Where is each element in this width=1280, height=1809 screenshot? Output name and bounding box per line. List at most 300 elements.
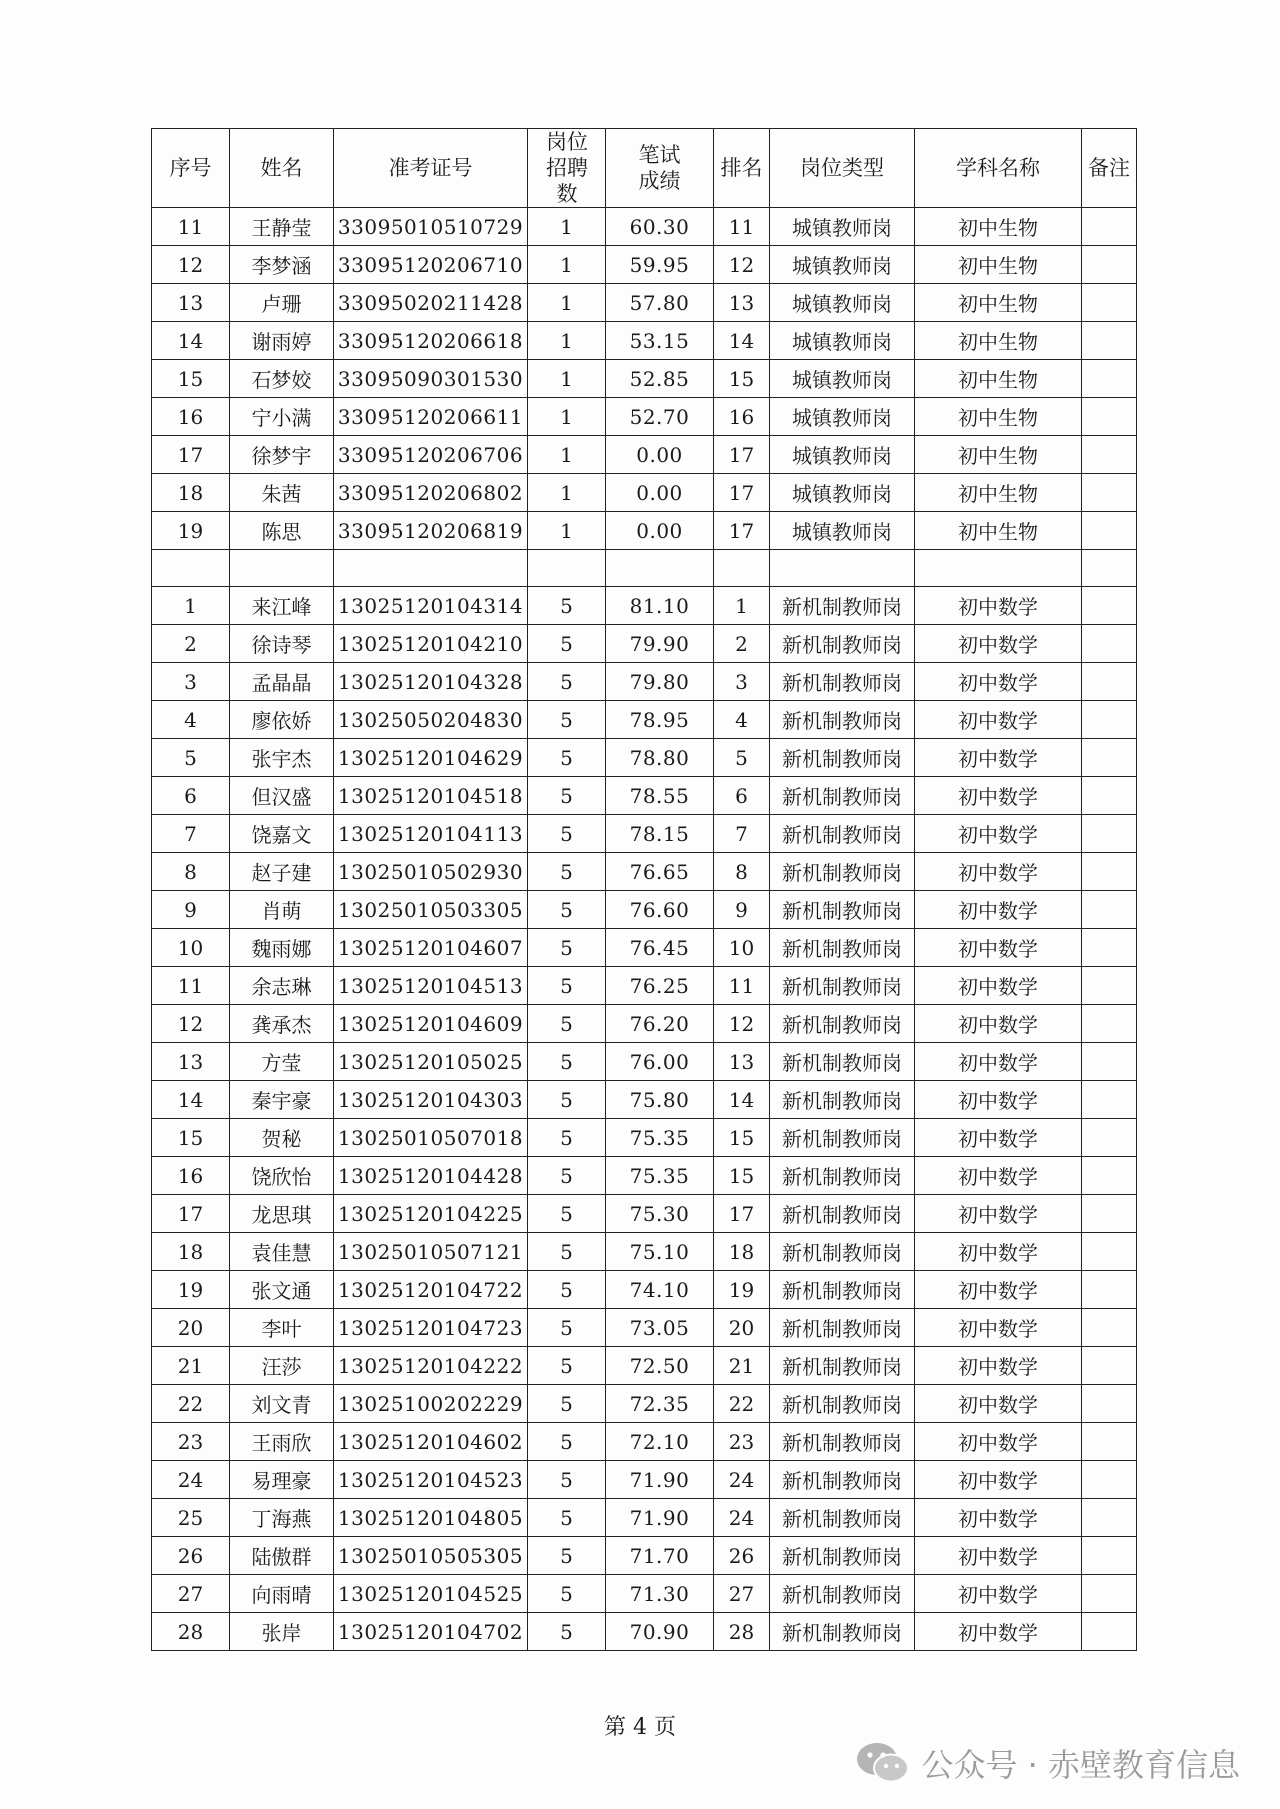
cell-remarks — [1082, 1081, 1137, 1119]
cell-rank: 27 — [714, 1575, 770, 1613]
cell-score: 71.90 — [606, 1499, 714, 1537]
cell-remarks — [1082, 739, 1137, 777]
cell-exam-id: 13025120104702 — [334, 1613, 528, 1651]
cell-name: 廖依娇 — [230, 701, 334, 739]
cell-exam-id — [334, 550, 528, 587]
cell-position-type: 新机制教师岗 — [770, 929, 915, 967]
cell-score: 70.90 — [606, 1613, 714, 1651]
cell-score: 57.80 — [606, 284, 714, 322]
table-row — [152, 1081, 1137, 1119]
cell-seq: 21 — [152, 1347, 230, 1385]
cell-name: 谢雨婷 — [230, 322, 334, 360]
cell-seq: 17 — [152, 1195, 230, 1233]
cell-subject: 初中数学 — [915, 1005, 1082, 1043]
cell-score: 74.10 — [606, 1271, 714, 1309]
cell-name — [230, 550, 334, 587]
cell-position-type: 城镇教师岗 — [770, 360, 915, 398]
cell-remarks — [1082, 663, 1137, 701]
table-row — [152, 1385, 1137, 1423]
cell-rank: 15 — [714, 360, 770, 398]
cell-rank: 7 — [714, 815, 770, 853]
cell-positions: 5 — [528, 1157, 606, 1195]
header-subject: 学科名称 — [915, 129, 1082, 208]
cell-remarks — [1082, 436, 1137, 474]
cell-seq: 1 — [152, 587, 230, 625]
cell-exam-id: 13025120104428 — [334, 1157, 528, 1195]
cell-exam-id: 13025120104210 — [334, 625, 528, 663]
cell-positions: 5 — [528, 1461, 606, 1499]
cell-subject: 初中数学 — [915, 1081, 1082, 1119]
cell-name: 饶欣怡 — [230, 1157, 334, 1195]
cell-seq: 10 — [152, 929, 230, 967]
cell-position-type: 新机制教师岗 — [770, 1195, 915, 1233]
cell-rank: 24 — [714, 1461, 770, 1499]
cell-rank: 26 — [714, 1537, 770, 1575]
cell-exam-id: 13025120104222 — [334, 1347, 528, 1385]
cell-exam-id: 13025120104518 — [334, 777, 528, 815]
cell-remarks — [1082, 1119, 1137, 1157]
cell-position-type: 新机制教师岗 — [770, 1157, 915, 1195]
cell-score: 78.55 — [606, 777, 714, 815]
cell-remarks — [1082, 1385, 1137, 1423]
cell-remarks — [1082, 853, 1137, 891]
cell-rank: 23 — [714, 1423, 770, 1461]
cell-rank: 13 — [714, 284, 770, 322]
cell-position-type: 新机制教师岗 — [770, 663, 915, 701]
cell-positions: 5 — [528, 1499, 606, 1537]
table-row — [152, 853, 1137, 891]
cell-subject: 初中数学 — [915, 777, 1082, 815]
cell-subject: 初中数学 — [915, 625, 1082, 663]
table-row — [152, 815, 1137, 853]
table-row — [152, 1423, 1137, 1461]
cell-score: 78.80 — [606, 739, 714, 777]
table-row — [152, 474, 1137, 512]
cell-score: 0.00 — [606, 512, 714, 550]
cell-exam-id: 13025120104607 — [334, 929, 528, 967]
cell-rank: 14 — [714, 322, 770, 360]
cell-exam-id: 13025120104602 — [334, 1423, 528, 1461]
header-exam-id: 准考证号 — [334, 129, 528, 208]
cell-exam-id: 33095120206611 — [334, 398, 528, 436]
cell-score: 72.10 — [606, 1423, 714, 1461]
cell-seq: 18 — [152, 474, 230, 512]
cell-score: 76.65 — [606, 853, 714, 891]
cell-seq: 18 — [152, 1233, 230, 1271]
cell-subject: 初中数学 — [915, 967, 1082, 1005]
cell-score: 75.35 — [606, 1157, 714, 1195]
cell-positions: 5 — [528, 967, 606, 1005]
cell-score: 0.00 — [606, 436, 714, 474]
cell-subject: 初中数学 — [915, 1385, 1082, 1423]
cell-exam-id: 13025010503305 — [334, 891, 528, 929]
cell-remarks — [1082, 550, 1137, 587]
cell-remarks — [1082, 777, 1137, 815]
table-row — [152, 739, 1137, 777]
cell-name: 王雨欣 — [230, 1423, 334, 1461]
cell-name: 陈思 — [230, 512, 334, 550]
cell-positions: 5 — [528, 625, 606, 663]
cell-subject: 初中数学 — [915, 1575, 1082, 1613]
cell-name: 肖萌 — [230, 891, 334, 929]
cell-position-type: 新机制教师岗 — [770, 1233, 915, 1271]
cell-position-type: 新机制教师岗 — [770, 1423, 915, 1461]
cell-remarks — [1082, 1423, 1137, 1461]
cell-remarks — [1082, 322, 1137, 360]
cell-exam-id: 33095020211428 — [334, 284, 528, 322]
cell-rank: 22 — [714, 1385, 770, 1423]
cell-subject: 初中生物 — [915, 246, 1082, 284]
cell-position-type: 新机制教师岗 — [770, 587, 915, 625]
cell-seq: 17 — [152, 436, 230, 474]
cell-seq: 25 — [152, 1499, 230, 1537]
cell-exam-id: 33095120206706 — [334, 436, 528, 474]
wechat-icon — [855, 1741, 911, 1785]
cell-score: 71.30 — [606, 1575, 714, 1613]
table-row — [152, 360, 1137, 398]
cell-positions: 1 — [528, 436, 606, 474]
cell-rank: 1 — [714, 587, 770, 625]
cell-positions: 5 — [528, 1271, 606, 1309]
cell-positions: 5 — [528, 1043, 606, 1081]
cell-rank: 11 — [714, 967, 770, 1005]
cell-score: 75.80 — [606, 1081, 714, 1119]
cell-positions: 5 — [528, 1309, 606, 1347]
cell-remarks — [1082, 360, 1137, 398]
cell-subject: 初中数学 — [915, 587, 1082, 625]
table-row — [152, 246, 1137, 284]
cell-position-type: 新机制教师岗 — [770, 1461, 915, 1499]
cell-seq: 23 — [152, 1423, 230, 1461]
cell-remarks — [1082, 398, 1137, 436]
cell-remarks — [1082, 208, 1137, 246]
cell-rank: 6 — [714, 777, 770, 815]
cell-subject: 初中生物 — [915, 322, 1082, 360]
cell-remarks — [1082, 1575, 1137, 1613]
table-row — [152, 208, 1137, 246]
cell-score: 76.45 — [606, 929, 714, 967]
cell-exam-id: 13025120104525 — [334, 1575, 528, 1613]
cell-position-type: 新机制教师岗 — [770, 1537, 915, 1575]
cell-remarks — [1082, 701, 1137, 739]
cell-positions: 5 — [528, 929, 606, 967]
cell-name: 来江峰 — [230, 587, 334, 625]
cell-rank: 17 — [714, 474, 770, 512]
cell-rank: 21 — [714, 1347, 770, 1385]
cell-subject: 初中生物 — [915, 398, 1082, 436]
cell-exam-id: 33095120206819 — [334, 512, 528, 550]
cell-score: 71.70 — [606, 1537, 714, 1575]
cell-rank: 12 — [714, 246, 770, 284]
cell-seq: 11 — [152, 967, 230, 1005]
watermark-text: 公众号 · 赤壁教育信息 — [921, 1746, 1240, 1784]
cell-positions: 1 — [528, 246, 606, 284]
cell-position-type: 城镇教师岗 — [770, 322, 915, 360]
cell-remarks — [1082, 1271, 1137, 1309]
cell-positions: 5 — [528, 1195, 606, 1233]
table-row — [152, 701, 1137, 739]
cell-subject: 初中生物 — [915, 474, 1082, 512]
header-position-type: 岗位类型 — [770, 129, 915, 208]
cell-subject: 初中生物 — [915, 360, 1082, 398]
cell-seq: 28 — [152, 1613, 230, 1651]
cell-score — [606, 550, 714, 587]
cell-score: 73.05 — [606, 1309, 714, 1347]
cell-subject: 初中数学 — [915, 1119, 1082, 1157]
table-row — [152, 891, 1137, 929]
cell-name: 但汉盛 — [230, 777, 334, 815]
cell-position-type: 新机制教师岗 — [770, 1081, 915, 1119]
cell-position-type: 新机制教师岗 — [770, 815, 915, 853]
cell-name: 秦宇豪 — [230, 1081, 334, 1119]
cell-positions: 5 — [528, 1537, 606, 1575]
cell-name: 袁佳慧 — [230, 1233, 334, 1271]
cell-name: 余志琳 — [230, 967, 334, 1005]
cell-score: 76.20 — [606, 1005, 714, 1043]
cell-positions: 5 — [528, 1613, 606, 1651]
cell-position-type: 新机制教师岗 — [770, 1309, 915, 1347]
cell-rank: 16 — [714, 398, 770, 436]
cell-remarks — [1082, 1157, 1137, 1195]
cell-subject: 初中数学 — [915, 1233, 1082, 1271]
cell-score: 0.00 — [606, 474, 714, 512]
cell-name: 刘文青 — [230, 1385, 334, 1423]
cell-rank: 14 — [714, 1081, 770, 1119]
cell-name: 宁小满 — [230, 398, 334, 436]
cell-score: 79.80 — [606, 663, 714, 701]
cell-name: 向雨晴 — [230, 1575, 334, 1613]
cell-position-type: 新机制教师岗 — [770, 1499, 915, 1537]
cell-position-type: 城镇教师岗 — [770, 208, 915, 246]
cell-positions: 5 — [528, 739, 606, 777]
header-positions: 岗位招聘数 — [528, 129, 606, 208]
cell-position-type: 新机制教师岗 — [770, 1271, 915, 1309]
cell-subject: 初中数学 — [915, 891, 1082, 929]
cell-subject: 初中数学 — [915, 1157, 1082, 1195]
cell-position-type: 新机制教师岗 — [770, 1385, 915, 1423]
cell-seq: 20 — [152, 1309, 230, 1347]
cell-position-type: 新机制教师岗 — [770, 891, 915, 929]
cell-positions: 5 — [528, 1575, 606, 1613]
cell-position-type: 新机制教师岗 — [770, 701, 915, 739]
cell-position-type: 城镇教师岗 — [770, 436, 915, 474]
cell-score: 81.10 — [606, 587, 714, 625]
cell-positions: 5 — [528, 1005, 606, 1043]
table-row — [152, 777, 1137, 815]
cell-positions: 1 — [528, 398, 606, 436]
cell-positions: 5 — [528, 1119, 606, 1157]
table-row — [152, 1347, 1137, 1385]
table-body — [152, 208, 1137, 1651]
cell-name: 孟晶晶 — [230, 663, 334, 701]
table-row — [152, 929, 1137, 967]
cell-rank: 2 — [714, 625, 770, 663]
cell-name: 王静莹 — [230, 208, 334, 246]
cell-seq: 13 — [152, 1043, 230, 1081]
cell-positions: 1 — [528, 322, 606, 360]
table-row — [152, 1005, 1137, 1043]
cell-score: 53.15 — [606, 322, 714, 360]
cell-seq: 12 — [152, 246, 230, 284]
cell-exam-id: 13025120104328 — [334, 663, 528, 701]
cell-seq: 22 — [152, 1385, 230, 1423]
cell-remarks — [1082, 929, 1137, 967]
cell-score: 75.30 — [606, 1195, 714, 1233]
table-row — [152, 398, 1137, 436]
cell-position-type: 城镇教师岗 — [770, 474, 915, 512]
cell-name: 朱茜 — [230, 474, 334, 512]
cell-remarks — [1082, 1233, 1137, 1271]
cell-name: 李叶 — [230, 1309, 334, 1347]
cell-position-type: 新机制教师岗 — [770, 1347, 915, 1385]
cell-rank: 8 — [714, 853, 770, 891]
cell-subject: 初中数学 — [915, 1271, 1082, 1309]
cell-exam-id: 13025120104722 — [334, 1271, 528, 1309]
cell-exam-id: 13025120104113 — [334, 815, 528, 853]
cell-name: 魏雨娜 — [230, 929, 334, 967]
cell-name: 贺秘 — [230, 1119, 334, 1157]
cell-name: 卢珊 — [230, 284, 334, 322]
cell-positions: 5 — [528, 777, 606, 815]
cell-rank: 10 — [714, 929, 770, 967]
cell-rank: 9 — [714, 891, 770, 929]
cell-seq: 3 — [152, 663, 230, 701]
cell-exam-id: 13025120104805 — [334, 1499, 528, 1537]
cell-rank: 4 — [714, 701, 770, 739]
table-row — [152, 512, 1137, 550]
cell-name: 龚承杰 — [230, 1005, 334, 1043]
cell-exam-id: 13025100202229 — [334, 1385, 528, 1423]
table-row — [152, 663, 1137, 701]
cell-score: 76.60 — [606, 891, 714, 929]
cell-rank: 28 — [714, 1613, 770, 1651]
cell-remarks — [1082, 474, 1137, 512]
header-remarks: 备注 — [1082, 129, 1137, 208]
table-row — [152, 436, 1137, 474]
cell-subject: 初中数学 — [915, 739, 1082, 777]
cell-position-type: 新机制教师岗 — [770, 853, 915, 891]
cell-position-type: 新机制教师岗 — [770, 1575, 915, 1613]
cell-exam-id: 13025120104723 — [334, 1309, 528, 1347]
cell-seq: 16 — [152, 1157, 230, 1195]
cell-exam-id: 13025010502930 — [334, 853, 528, 891]
cell-rank: 24 — [714, 1499, 770, 1537]
cell-positions: 1 — [528, 474, 606, 512]
header-rank: 排名 — [714, 129, 770, 208]
table-row — [152, 1043, 1137, 1081]
cell-remarks — [1082, 1613, 1137, 1651]
cell-seq: 26 — [152, 1537, 230, 1575]
cell-name: 石梦姣 — [230, 360, 334, 398]
cell-positions: 5 — [528, 1347, 606, 1385]
cell-positions: 1 — [528, 208, 606, 246]
cell-remarks — [1082, 625, 1137, 663]
cell-seq: 12 — [152, 1005, 230, 1043]
cell-exam-id: 13025120104303 — [334, 1081, 528, 1119]
cell-score: 60.30 — [606, 208, 714, 246]
cell-seq: 6 — [152, 777, 230, 815]
cell-positions: 5 — [528, 853, 606, 891]
cell-exam-id: 13025010507121 — [334, 1233, 528, 1271]
cell-name: 李梦涵 — [230, 246, 334, 284]
cell-position-type: 城镇教师岗 — [770, 246, 915, 284]
cell-seq: 4 — [152, 701, 230, 739]
cell-remarks — [1082, 246, 1137, 284]
cell-position-type: 城镇教师岗 — [770, 512, 915, 550]
cell-subject: 初中数学 — [915, 1043, 1082, 1081]
cell-seq: 24 — [152, 1461, 230, 1499]
cell-seq: 19 — [152, 512, 230, 550]
cell-positions: 5 — [528, 1081, 606, 1119]
cell-subject: 初中数学 — [915, 663, 1082, 701]
table-row — [152, 1119, 1137, 1157]
cell-subject — [915, 550, 1082, 587]
cell-rank: 12 — [714, 1005, 770, 1043]
cell-subject: 初中数学 — [915, 1461, 1082, 1499]
cell-rank: 15 — [714, 1119, 770, 1157]
cell-subject: 初中数学 — [915, 853, 1082, 891]
table-row — [152, 1461, 1137, 1499]
cell-seq: 15 — [152, 360, 230, 398]
cell-score: 76.00 — [606, 1043, 714, 1081]
cell-seq: 15 — [152, 1119, 230, 1157]
cell-score: 72.35 — [606, 1385, 714, 1423]
cell-position-type: 新机制教师岗 — [770, 1043, 915, 1081]
cell-seq: 13 — [152, 284, 230, 322]
table-row — [152, 550, 1137, 587]
table-row — [152, 1271, 1137, 1309]
cell-seq: 2 — [152, 625, 230, 663]
cell-name: 张岸 — [230, 1613, 334, 1651]
cell-subject: 初中数学 — [915, 815, 1082, 853]
cell-name: 徐诗琴 — [230, 625, 334, 663]
table-row — [152, 1233, 1137, 1271]
cell-name: 陆傲群 — [230, 1537, 334, 1575]
cell-position-type: 城镇教师岗 — [770, 398, 915, 436]
cell-score: 75.35 — [606, 1119, 714, 1157]
cell-rank: 15 — [714, 1157, 770, 1195]
cell-name: 龙思琪 — [230, 1195, 334, 1233]
cell-position-type: 城镇教师岗 — [770, 284, 915, 322]
table-row — [152, 1575, 1137, 1613]
table-row — [152, 1613, 1137, 1651]
cell-positions — [528, 550, 606, 587]
cell-subject: 初中数学 — [915, 1423, 1082, 1461]
table-header-row — [152, 129, 1137, 208]
cell-seq — [152, 550, 230, 587]
cell-seq: 11 — [152, 208, 230, 246]
cell-remarks — [1082, 1195, 1137, 1233]
cell-remarks — [1082, 1347, 1137, 1385]
cell-name: 张宇杰 — [230, 739, 334, 777]
table-row — [152, 625, 1137, 663]
cell-score: 72.50 — [606, 1347, 714, 1385]
cell-exam-id: 33095120206618 — [334, 322, 528, 360]
cell-subject: 初中生物 — [915, 208, 1082, 246]
cell-exam-id: 33095010510729 — [334, 208, 528, 246]
cell-remarks — [1082, 815, 1137, 853]
table-row — [152, 1195, 1137, 1233]
cell-positions: 1 — [528, 512, 606, 550]
cell-score: 79.90 — [606, 625, 714, 663]
cell-exam-id: 13025010507018 — [334, 1119, 528, 1157]
cell-positions: 5 — [528, 891, 606, 929]
cell-score: 78.15 — [606, 815, 714, 853]
cell-positions: 5 — [528, 1233, 606, 1271]
cell-subject: 初中数学 — [915, 1499, 1082, 1537]
cell-rank: 5 — [714, 739, 770, 777]
cell-seq: 9 — [152, 891, 230, 929]
